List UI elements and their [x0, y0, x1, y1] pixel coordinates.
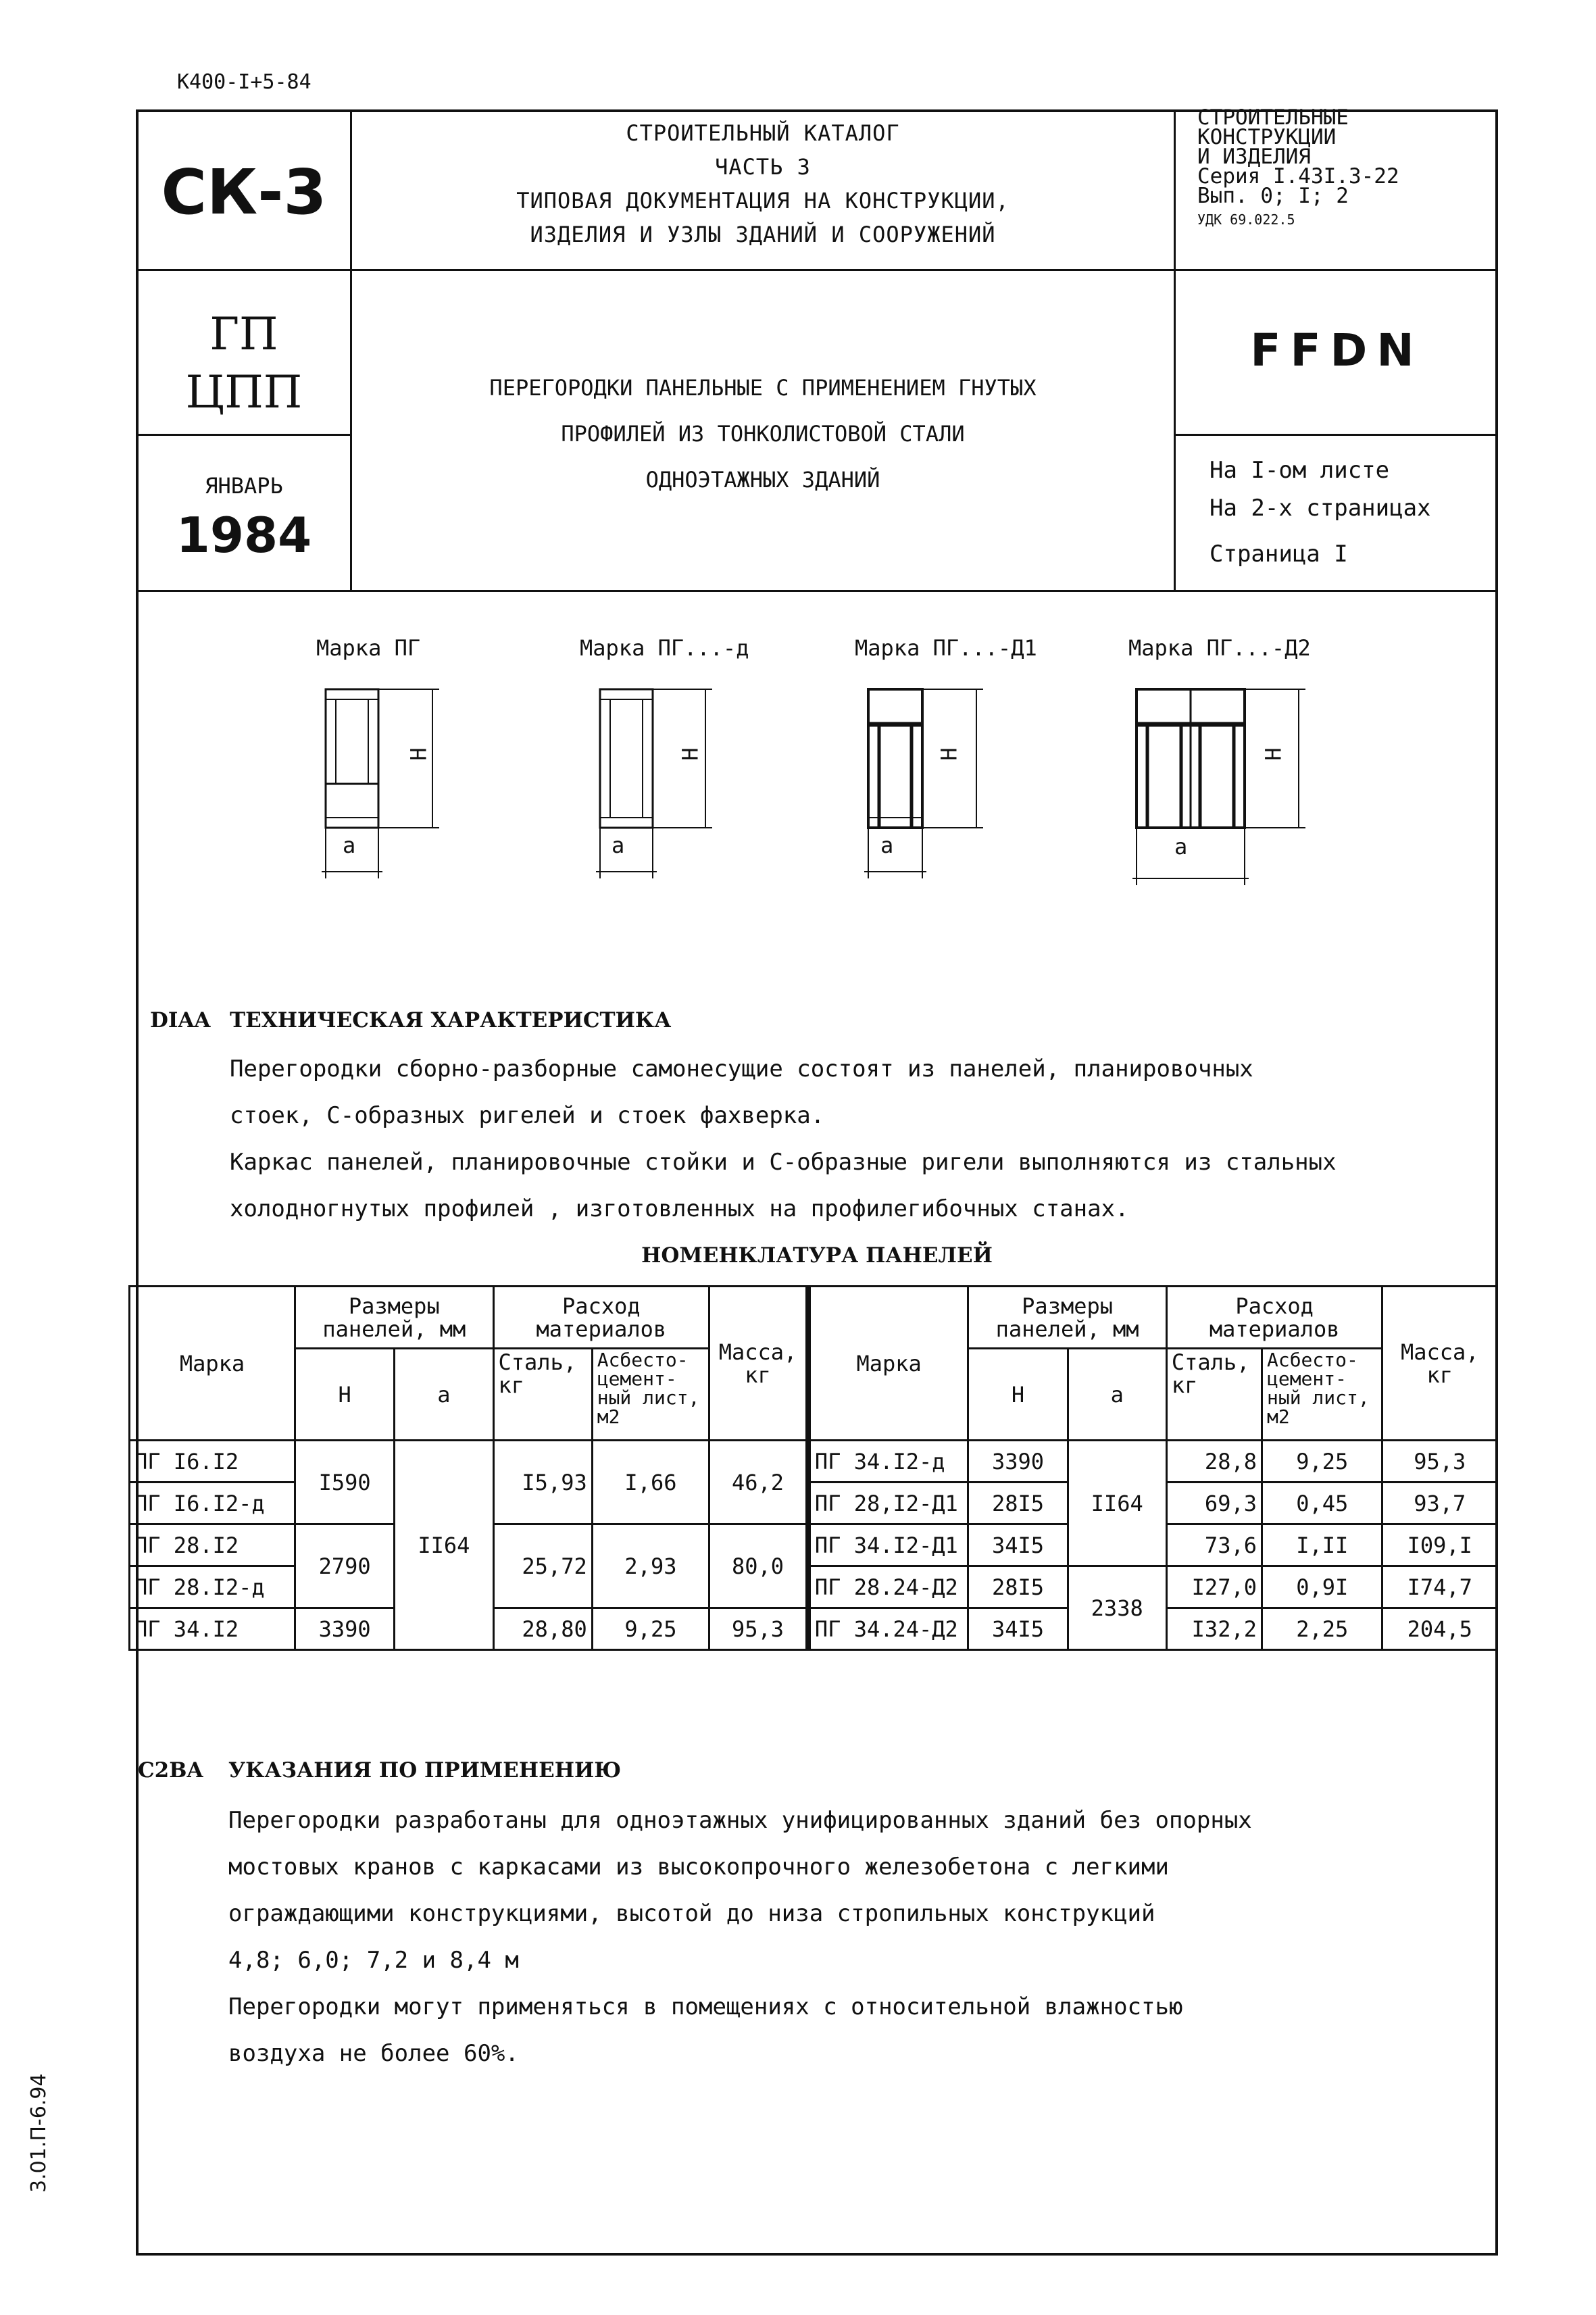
dim-height-label: Н: [1260, 747, 1287, 761]
usage-line: Перегородки разработаны для одноэтажных унифицированных зданий без опорных: [228, 1807, 1252, 1834]
cell-mass: I74,7: [1382, 1566, 1497, 1608]
dim-height-label: Н: [405, 747, 432, 761]
cell-h: I590: [295, 1441, 395, 1524]
usage-section-code: C2BA: [138, 1758, 203, 1783]
cell-mark: ПГ 28.24-Д2: [808, 1566, 968, 1608]
cell-steel: I27,0: [1166, 1566, 1262, 1608]
cell-steel: 28,80: [493, 1608, 592, 1650]
cell-steel: I32,2: [1166, 1608, 1262, 1650]
usage-line: 4,8; 6,0; 7,2 и 8,4 м: [228, 1947, 519, 1974]
header-a: а: [395, 1349, 493, 1441]
cell-asbestos: 9,25: [592, 1608, 709, 1650]
panel-diagram-pg-d: [580, 682, 728, 885]
series-line: Серия I.43I.3-22: [1197, 164, 1399, 189]
usage-line: ограждающими конструкциями, высотой до низа стропильных конструкций: [228, 1900, 1155, 1927]
cell-h: 34I5: [968, 1524, 1068, 1566]
cell-steel: 28,8: [1166, 1441, 1262, 1483]
table-title: НОМЕНКЛАТУРА ПАНЕЛЕЙ: [641, 1243, 993, 1268]
cell-h: 3390: [295, 1608, 395, 1650]
header-a: а: [1068, 1349, 1166, 1441]
dim-width-label: а: [343, 832, 356, 858]
cell-h: 34I5: [968, 1608, 1068, 1650]
organization: [138, 305, 350, 422]
cell-mark: ПГ I6.I2: [130, 1441, 295, 1483]
cell-h: 2790: [295, 1524, 395, 1608]
table-row: [130, 1441, 1497, 1483]
cell-mark: ПГ 34.I2-д: [808, 1441, 968, 1483]
cell-asbestos: I,II: [1262, 1524, 1382, 1566]
catalog-line: СТРОИТЕЛЬНЫЙ КАТАЛОГ: [626, 120, 900, 146]
org-line: ГП: [209, 308, 278, 360]
cell-mass: 95,3: [709, 1608, 808, 1650]
series-line: СТРОИТЕЛЬНЫЕ: [1197, 105, 1349, 130]
code-sheet-divider: [1174, 434, 1498, 436]
tech-section-code: DIAA: [150, 1008, 211, 1032]
cell-mark: ПГ 34.24-Д2: [808, 1608, 968, 1650]
series-block: [1197, 105, 1495, 233]
sheet-line: На I-ом листе: [1210, 457, 1390, 484]
usage-line: мостовых кранов с каркасами из высокопрочного железобетона с легкими: [228, 1853, 1169, 1881]
cell-mass: 95,3: [1382, 1441, 1497, 1483]
org-date-divider: [136, 434, 352, 436]
cell-mass: 204,5: [1382, 1608, 1497, 1650]
cell-a: 2338: [1068, 1566, 1166, 1650]
issue-month: ЯНВАРЬ: [205, 473, 283, 499]
usage-section-heading: УКАЗАНИЯ ПО ПРИМЕНЕНИЮ: [228, 1758, 622, 1783]
tech-line: холодногнутых профилей , изготовленных на профилегибочных станах.: [230, 1195, 1129, 1222]
header-bottom-divider: [136, 590, 1498, 592]
header-steel: Сталь, кг: [1166, 1349, 1262, 1441]
cell-mark: ПГ 28.I2: [130, 1524, 295, 1566]
document-title: [352, 365, 1174, 503]
org-line: ЦПП: [185, 366, 303, 418]
tech-line: Каркас панелей, планировочные стойки и С-образные ригели выполняются из стальных: [230, 1149, 1337, 1176]
udk-code: УДК 69.022.5: [1197, 211, 1295, 228]
dim-height-label: Н: [677, 747, 703, 761]
header-consumption: Расход материалов: [493, 1287, 709, 1349]
panel-diagram-pg-d1: [848, 682, 997, 885]
tech-line: стоек, С-образных ригелей и стоек фахверка.: [230, 1102, 825, 1129]
cell-mark: ПГ I6.I2-д: [130, 1483, 295, 1524]
dim-width-label: а: [612, 832, 625, 858]
tech-line: Перегородки сборно-разборные самонесущие состоят из панелей, планировочных: [230, 1055, 1253, 1082]
cell-mass: 93,7: [1382, 1483, 1497, 1524]
usage-line: воздуха не более 60%.: [228, 2040, 519, 2067]
header-asbestos: Асбесто-цемент-ный лист, м2: [592, 1349, 709, 1441]
diagram-label-pg-d: Марка ПГ...-д: [580, 635, 749, 661]
diagram-label-pg-d1: Марка ПГ...-Д1: [855, 635, 1037, 661]
cell-asbestos: 0,45: [1262, 1483, 1382, 1524]
cell-steel: 69,3: [1166, 1483, 1262, 1524]
header-mass: Масса, кг: [1382, 1287, 1497, 1441]
document-code: К400-I+5-84: [177, 70, 311, 94]
dim-width-label: а: [880, 832, 894, 858]
header-consumption: Расход материалов: [1166, 1287, 1382, 1349]
catalog-line: ИЗДЕЛИЯ И УЗЛЫ ЗДАНИЙ И СООРУЖЕНИЙ: [530, 222, 996, 247]
dim-width-label: а: [1174, 834, 1188, 860]
series-line: КОНСТРУКЦИИ: [1197, 125, 1337, 149]
usage-line: Перегородки могут применяться в помещениях с относительной влажностью: [228, 1993, 1183, 2020]
cell-a: II64: [395, 1441, 493, 1650]
side-code: 3.01.П-6.94: [27, 2073, 51, 2193]
nomenclature-table: [128, 1285, 1498, 1651]
catalog-line: ЧАСТЬ 3: [715, 154, 811, 180]
cell-asbestos: 0,9I: [1262, 1566, 1382, 1608]
sheet-line: На 2-х страницах: [1210, 495, 1431, 522]
sheet-line: Страница I: [1210, 541, 1348, 568]
header-asbestos: Асбесто-цемент-ный лист, м2: [1262, 1349, 1382, 1441]
sk-code: СК-3: [161, 156, 327, 228]
header-sizes: Размеры панелей, мм: [968, 1287, 1166, 1349]
cell-mass: 46,2: [709, 1441, 808, 1524]
table-header-row: [130, 1287, 1497, 1349]
cell-mark: ПГ 28,I2-Д1: [808, 1483, 968, 1524]
header-sizes: Размеры панелей, мм: [295, 1287, 493, 1349]
issue-year: 1984: [176, 507, 312, 564]
series-line: Вып. 0; I; 2: [1197, 184, 1349, 208]
panel-diagram-pg-d2: [1122, 682, 1324, 885]
header-mass: Масса, кг: [709, 1287, 808, 1441]
cell-steel: I5,93: [493, 1441, 592, 1524]
cell-h: 28I5: [968, 1566, 1068, 1608]
cell-a: II64: [1068, 1441, 1166, 1566]
title-line: ПРОФИЛЕЙ ИЗ ТОНКОЛИСТОВОЙ СТАЛИ: [561, 421, 965, 447]
cell-h: 28I5: [968, 1483, 1068, 1524]
header-steel: Сталь, кг: [493, 1349, 592, 1441]
title-line: ПЕРЕГОРОДКИ ПАНЕЛЬНЫЕ С ПРИМЕНЕНИЕМ ГНУТЫХ: [489, 375, 1037, 401]
cell-mark: ПГ 34.I2-Д1: [808, 1524, 968, 1566]
cell-asbestos: I,66: [592, 1441, 709, 1524]
usage-text: [228, 1797, 1485, 2077]
diagram-label-pg: Марка ПГ: [316, 635, 421, 661]
cell-asbestos: 2,93: [592, 1524, 709, 1608]
diagram-label-pg-d2: Марка ПГ...-Д2: [1128, 635, 1311, 661]
header-mark: Марка: [130, 1287, 295, 1441]
sheet-info: [1210, 451, 1431, 573]
classifier-code: FFDN: [1250, 324, 1424, 376]
cell-asbestos: 2,25: [1262, 1608, 1382, 1650]
series-line: И ИЗДЕЛИЯ: [1197, 145, 1311, 169]
panel-diagram-pg: [304, 682, 453, 885]
header-row-divider: [136, 269, 1498, 271]
cell-mark: ПГ 28.I2-д: [130, 1566, 295, 1608]
dim-height-label: Н: [936, 747, 962, 761]
cell-steel: 25,72: [493, 1524, 592, 1608]
title-line: ОДНОЭТАЖНЫХ ЗДАНИЙ: [645, 467, 880, 493]
header-h: Н: [968, 1349, 1068, 1441]
table-row: [130, 1608, 1497, 1650]
header-h: Н: [295, 1349, 395, 1441]
tech-section-heading: ТЕХНИЧЕСКАЯ ХАРАКТЕРИСТИКА: [230, 1008, 672, 1032]
catalog-line: ТИПОВАЯ ДОКУМЕНТАЦИЯ НА КОНСТРУКЦИИ,: [516, 188, 1009, 214]
cell-mark: ПГ 34.I2: [130, 1608, 295, 1650]
cell-h: 3390: [968, 1441, 1068, 1483]
cell-mass: I09,I: [1382, 1524, 1497, 1566]
cell-steel: 73,6: [1166, 1524, 1262, 1566]
cell-asbestos: 9,25: [1262, 1441, 1382, 1483]
cell-mass: 80,0: [709, 1524, 808, 1608]
header-mark: Марка: [808, 1287, 968, 1441]
catalog-title: [352, 116, 1174, 251]
tech-text: [230, 1046, 1480, 1233]
table-row: [130, 1524, 1497, 1566]
